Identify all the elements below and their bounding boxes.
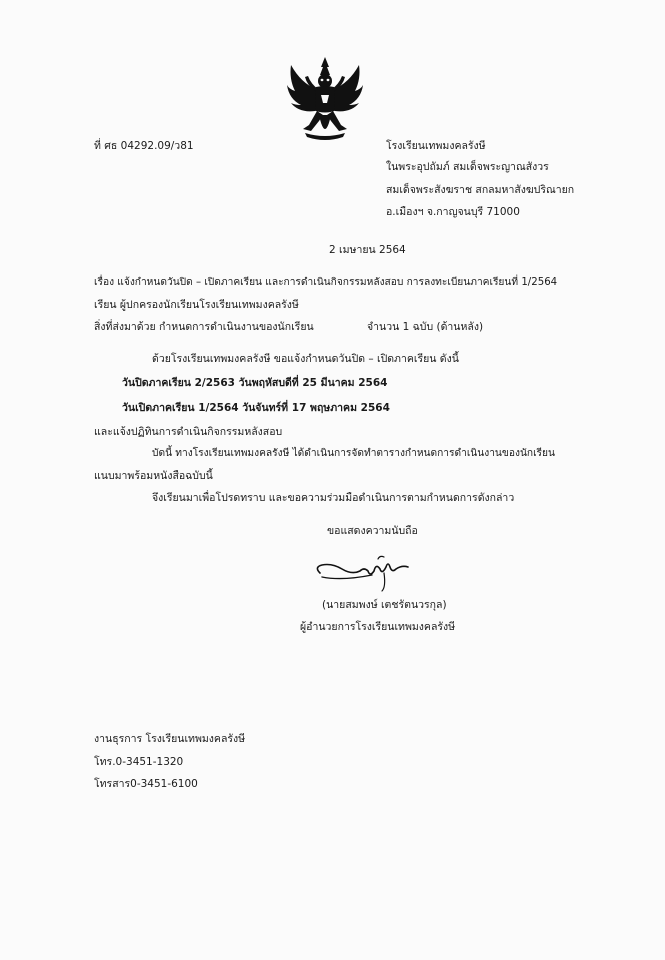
footer-department: งานธุรการ โรงเรียนเทพมงคลรังษี — [94, 733, 246, 745]
intro-paragraph: ด้วยโรงเรียนเทพมงคลรังษี ขอแจ้งกำหนดวันปิด – เปิดภาคเรียน ดังนี้ — [152, 353, 459, 365]
signer-name: (นายสมพงษ์ เตชรัตนวรกุล) — [322, 599, 447, 611]
letter-date: 2 เมษายน 2564 — [329, 244, 406, 256]
garuda-emblem-icon — [285, 55, 365, 145]
school-name: โรงเรียนเทพมงคลรังษี — [386, 140, 486, 152]
term-open-date: วันเปิดภาคเรียน 1/2564 วันจันทร์ที่ 17 พฤษภาคม 2564 — [122, 402, 390, 414]
paragraph-2-line-1: บัดนี้ ทางโรงเรียนเทพมงคลรังษี ได้ดำเนินการจัดทำตารางกำหนดการดำเนินงานของนักเรียน — [152, 448, 555, 459]
recipient-line: เรียน ผู้ปกครองนักเรียนโรงเรียนเทพมงคลรังษี — [94, 299, 299, 311]
enclosure-quantity: จำนวน 1 ฉบับ (ด้านหลัง) — [367, 321, 484, 333]
reference-number: ที่ ศธ 04292.09/ว81 — [94, 140, 194, 152]
paragraph-3: จึงเรียนมาเพื่อโปรดทราบ และขอความร่วมมือดำเนินการตามกำหนดการดังกล่าว — [152, 492, 515, 504]
activities-line: และแจ้งปฏิทินการดำเนินกิจกรรมหลังสอบ — [94, 426, 283, 438]
subject-line: เรื่อง แจ้งกำหนดวันปิด – เปิดภาคเรียน และการดำเนินกิจกรรมหลังสอบ การลงทะเบียนภาคเรียนที่ 1/2564 — [94, 277, 558, 288]
paragraph-2-line-2: แนบมาพร้อมหนังสือฉบับนี้ — [94, 470, 213, 482]
handwritten-signature — [312, 553, 412, 593]
school-address: อ.เมืองฯ จ.กาญจนบุรี 71000 — [386, 206, 520, 218]
signer-title: ผู้อำนวยการโรงเรียนเทพมงคลรังษี — [300, 621, 456, 633]
closing-salutation: ขอแสดงความนับถือ — [327, 525, 418, 537]
enclosure-label: สิ่งที่ส่งมาด้วย กำหนดการดำเนินงานของนักเรียน — [94, 321, 314, 333]
term-close-date: วันปิดภาคเรียน 2/2563 วันพฤหัสบดีที่ 25 มีนาคม 2564 — [122, 377, 388, 389]
patronage-line-1: ในพระอุปถัมภ์ สมเด็จพระญาณสังวร — [386, 161, 549, 173]
footer-fax: โทรสาร0-3451-6100 — [94, 778, 198, 790]
footer-phone: โทร.0-3451-1320 — [94, 756, 184, 768]
patronage-line-2: สมเด็จพระสังฆราช สกลมหาสังฆปริณายก — [386, 184, 575, 196]
